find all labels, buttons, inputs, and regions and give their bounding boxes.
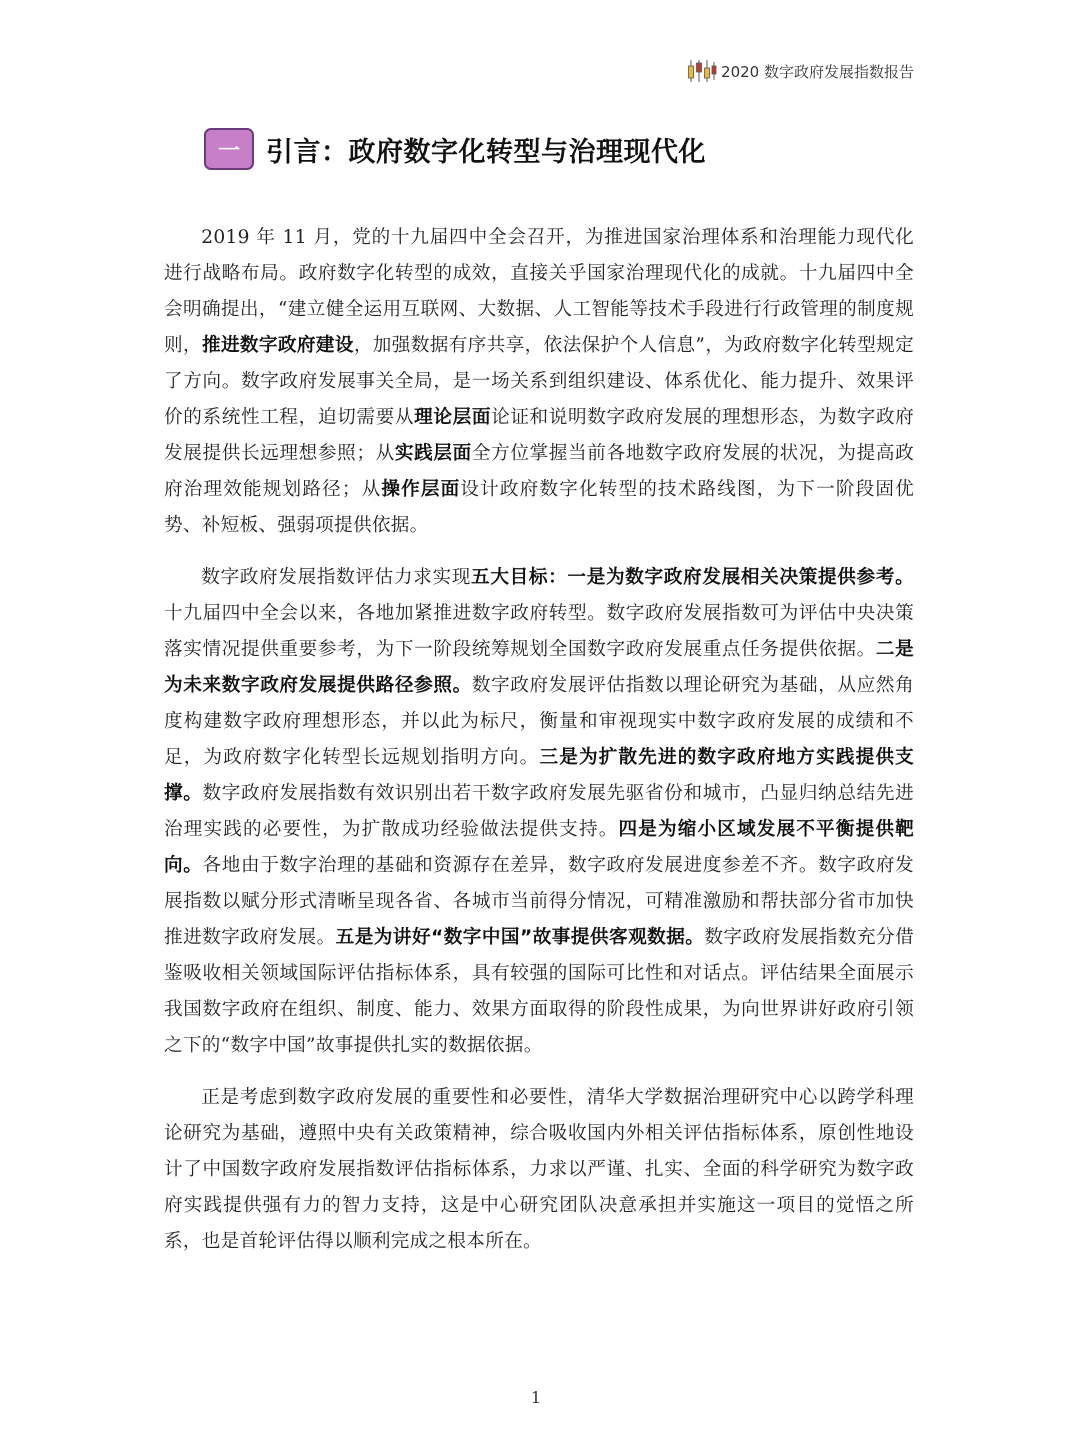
text-run: 全方位掌握当前各地数字政府发展的状况，为提高政府治理效能规划路径；从 [164,443,914,500]
text-run: ，加强数据有序共享，依法保护个人信息”，为政府数字化转型规定了方向。数字政府发展事关全局，是一场关系到组织建设、体系优化、能力提升、效果评价的系统性工程，迫切需要从 [164,335,915,428]
section-number: 一 [217,138,240,164]
text-run: 数字政府发展指数有效识别出若干数字政府发展先驱省份和城市，凸显归纳总结先进治理实践的必要性，为扩散成功经验做法提供支持。 [164,783,914,840]
header-report-title: 2020 数字政府发展指数报告 [721,62,914,81]
text-run: 十九届四中全会以来，各地加紧推进数字政府转型。数字政府发展指数可为评估中央决策落实情况提供重要参考，为下一阶段统筹规划全国数字政府发展重点任务提供依据。 [164,603,914,660]
text-run: 数字政府发展指数评估力求实现 [201,567,472,588]
section-heading [204,128,706,170]
text-run: 2019 年 11 月，党的十九届四中全会召开，为推进国家治理体系和治理能力现代化进行战略布局。政府数字化转型的成效，直接关乎国家治理现代化的成就。十九届四中全会明确提出，“建立健全运用互联网、大数据、人工智能等技术手段进行行政管理的制度规则， [164,227,914,356]
paragraph-1 [164,220,914,544]
text-run: 正是考虑到数字政府发展的重要性和必要性，清华大学数据治理研究中心以跨学科理论研究为基础，遵照中央有关政策精神，综合吸收国内外相关评估指标体系，原创性地设计了中国数字政府发展指数评估指标体系，力求以严谨、扎实、全面的科学研究为数字政府实践提供强有力的智力支持，这是中心研究团队决意承担并实施这一项目的觉悟之所系，也是首轮评估得以顺利完成之根本所在。 [164,1087,914,1252]
text-run: 各地由于数字治理的基础和资源存在差异，数字政府发展进度参差不齐。数字政府发展指数以赋分形式清晰呈现各省、各城市当前得分情况，可精准激励和帮扶部分省市加快推进数字政府发展。 [164,855,914,948]
text-run: 数字政府发展指数充分借鉴吸收相关领域国际评估指标体系，具有较强的国际可比性和对话点。评估结果全面展示我国数字政府在组织、制度、能力、效果方面取得的阶段性成果，为向世界讲好政府引领之下的“数字中国”故事提供扎实的数据依据。 [164,927,914,1056]
page-number: 1 [530,1388,542,1407]
bar-chart-logo-icon [687,58,717,84]
bold-run: 操作层面 [381,479,461,500]
paragraph-3 [164,1080,914,1260]
bold-run: 二是为未来数字政府发展提供路径参照。 [164,639,914,696]
bold-run: 五是为讲好“数字中国”故事提供客观数据。 [335,927,705,948]
bold-run: 三是为扩散先进的数字政府地方实践提供支撑。 [164,747,915,804]
section-title: 引言：政府数字化转型与治理现代化 [266,136,706,168]
bold-run: 理论层面 [414,407,492,428]
text-run: 论证和说明数字政府发展的理想形态，为数字政府发展提供长远理想参照；从 [164,407,914,464]
running-header [687,58,914,84]
text-run: 设计政府数字化转型的技术路线图，为下一阶段固优势、补短板、强弱项提供依据。 [164,479,914,536]
bold-run: 实践层面 [394,443,472,464]
section-number-badge [204,128,254,170]
bold-run: 五大目标：一是为数字政府发展相关决策提供参考。 [471,567,914,588]
body-text [164,220,914,1276]
bold-run: 推进数字政府建设 [201,335,354,356]
paragraph-2 [164,560,914,1064]
bold-run: 四是为缩小区域发展不平衡提供靶向。 [164,819,914,876]
text-run: 数字政府发展评估指数以理论研究为基础，从应然角度构建数字政府理想形态，并以此为标尺，衡量和审视现实中数字政府发展的成绩和不足，为政府数字化转型长远规划指明方向。 [164,675,914,768]
